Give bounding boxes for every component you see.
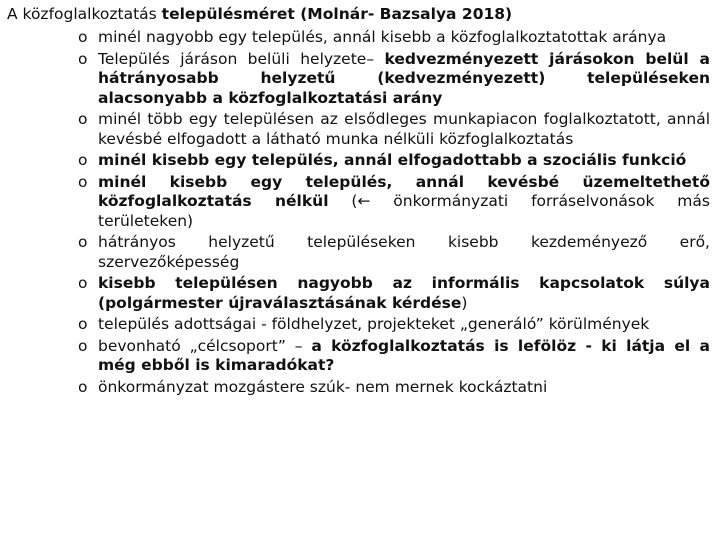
list-item [78, 378, 710, 398]
item-text-bold: kedvezményezett járásokon belül a hátrányosabb helyzetű (kedvezményezett) településeken alacsonyabb a közfoglalkoztatási arány [98, 49, 710, 107]
bullet-marker: o [78, 110, 88, 128]
bullet-marker: o [78, 336, 88, 355]
item-text: önkormányzati forráselvonások más területeken) [98, 192, 710, 230]
list-item [78, 50, 710, 109]
title-bold: településméret (Molnár- Bazsalya 2018) [161, 5, 513, 23]
item-text-bold: a közfoglalkoztatás is lefölöz - ki látja el a még ebből is kimaradókat? [98, 336, 710, 374]
list-item [78, 274, 710, 313]
bullet-marker: o [78, 49, 88, 68]
bullet-list [78, 28, 710, 399]
bullet-marker: o [78, 233, 88, 251]
item-text: minél nagyobb egy település, annál kisebb a közfoglalkoztatottak aránya [98, 28, 667, 46]
item-text-bold: kisebb településen nagyobb az informális kapcsolatok súlya (polgármester újraválasztásának kérdése [98, 274, 710, 312]
list-item [78, 337, 710, 376]
bullet-marker: o [78, 377, 88, 396]
item-text: ) [461, 293, 468, 312]
list-item [78, 151, 710, 171]
list-item [78, 233, 710, 272]
item-text-bold: minél kisebb egy település, annál kevésbé üzemeltethető közfoglalkoztatás nélkül [98, 172, 710, 210]
item-text: bevonható „célcsoport” – [98, 336, 312, 355]
item-text: hátrányos helyzetű településeken kisebb kezdeményező erő, szervezőképesség [98, 233, 710, 271]
bullet-marker: o [78, 315, 88, 333]
list-item [78, 315, 710, 335]
item-text: önkormányzat mozgástere szúk- nem mernek kockáztatni [98, 377, 548, 396]
list-item [78, 173, 710, 232]
left-arrow-icon: ← [357, 192, 371, 210]
item-text: ( [328, 192, 358, 210]
bullet-marker: o [78, 151, 88, 169]
bullet-marker: o [78, 172, 88, 191]
title-prefix: A közfoglalkoztatás [7, 5, 162, 23]
item-text-bold: minél kisebb egy település, annál elfogadottabb a szociális funkció [98, 151, 687, 169]
list-item [78, 28, 710, 48]
slide-title [7, 3, 512, 25]
item-text: Település járáson belüli helyzete– [98, 49, 385, 68]
item-text: település adottságai - földhelyzet, projekteket „generáló” körülmények [98, 315, 650, 333]
list-item [78, 110, 710, 149]
bullet-marker: o [78, 274, 88, 292]
bullet-marker: o [78, 28, 88, 46]
item-text: minél több egy településen az elsődleges munkapiacon foglalkoztatott, annál kevésbé elfogadott a látható munka nélküli közfoglalkoztatás [98, 110, 710, 148]
